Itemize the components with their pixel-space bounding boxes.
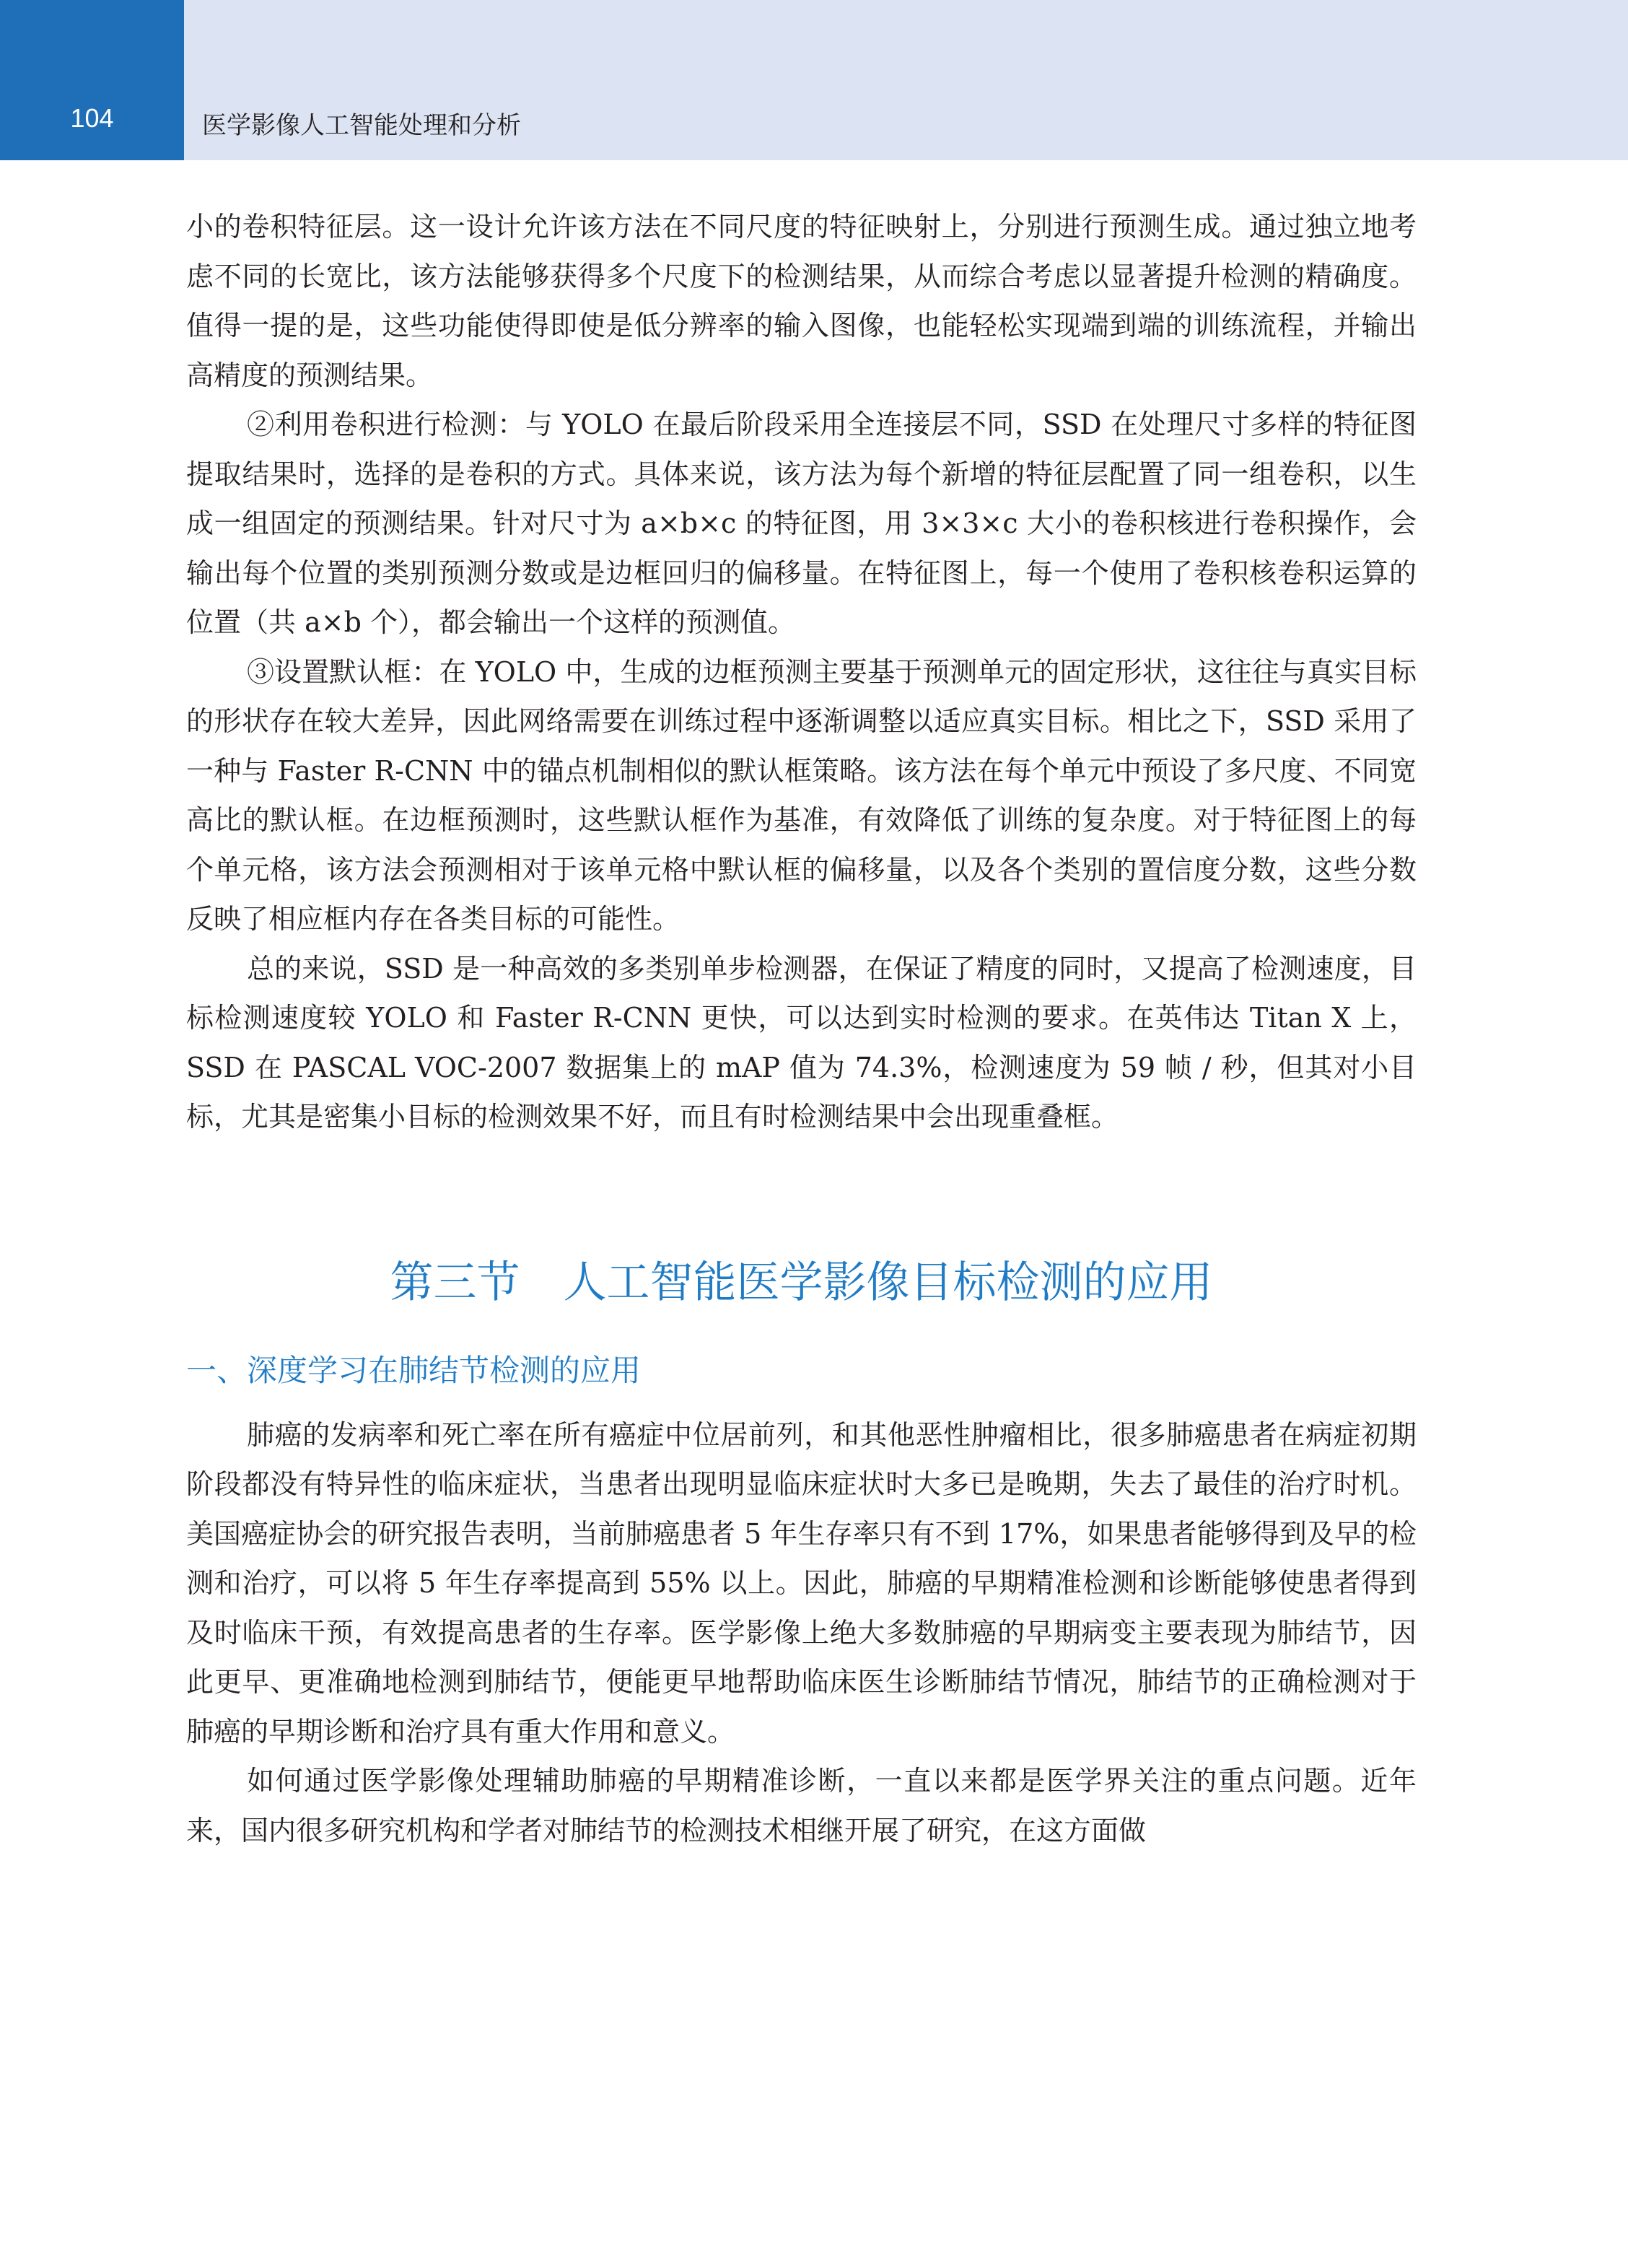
section-title: 第三节 人工智能医学影像目标检测的应用 [390, 1257, 1213, 1308]
paragraph-5: 肺癌的发病率和死亡率在所有癌症中位居前列，和其他恶性肿瘤相比，很多肺癌患者在病症初期阶段都没有特异性的临床症状，当患者出现明显临床症状时大多已是晚期，失去了最佳的治疗时机。美国癌症协会的研究报告表明，当前肺癌患者 5 年生存率只有不到 17%，如果患者能够得到及早的检测和治疗，可以将 5 年生存率提高到 55% 以上。因此，肺癌的早期精准检测和诊断能够使患者得到及时临床干预，有效提高患者的生存率。医学影像上绝大多数肺癌的早期病变主要表现为肺结节，因此更早、更准确地检测到肺结节，便能更早地帮助临床医生诊断肺结节情况，肺结节的正确检测对于肺癌的早期诊断和治疗具有重大作用和意义。 [186, 1418, 1417, 1748]
paragraph-6: 如何通过医学影像处理辅助肺癌的早期精准诊断，一直以来都是医学界关注的重点问题。近年来，国内很多研究机构和学者对肺结节的检测技术相继开展了研究，在这方面做 [186, 1765, 1417, 1846]
paragraph-3: ③设置默认框：在 YOLO 中，生成的边框预测主要基于预测单元的固定形状，这往往与真实目标的形状存在较大差异，因此网络需要在训练过程中逐渐调整以适应真实目标。相比之下，SSD 采用了一种与 Faster R-CNN 中的锚点机制相似的默认框策略。该方法在每个单元中预设了多尺度、不同宽高比的默认框。在边框预测时，这些默认框作为基准，有效降低了训练的复杂度。对于特征图上的每个单元格，该方法会预测相对于该单元格中默认框的偏移量，以及各个类别的置信度分数，这些分数反映了相应框内存在各类目标的可能性。 [186, 655, 1417, 935]
page-body [186, 202, 1417, 1855]
paragraph-2: ②利用卷积进行检测：与 YOLO 在最后阶段采用全连接层不同，SSD 在处理尺寸多样的特征图提取结果时，选择的是卷积的方式。具体来说，该方法为每个新增的特征层配置了同一组卷积，以生成一组固定的预测结果。针对尺寸为 a×b×c 的特征图，用 3×3×c 大小的卷积核进行卷积操作，会输出每个位置的类别预测分数或是边框回归的偏移量。在特征图上，每一个使用了卷积核卷积运算的位置（共 a×b 个），都会输出一个这样的预测值。 [186, 409, 1417, 638]
paragraph-1: 小的卷积特征层。这一设计允许该方法在不同尺度的特征映射上，分别进行预测生成。通过独立地考虑不同的长宽比，该方法能够获得多个尺度下的检测结果，从而综合考虑以显著提升检测的精确度。值得一提的是，这些功能使得即使是低分辨率的输入图像，也能轻松实现端到端的训练流程，并输出高精度的预测结果。 [186, 211, 1417, 391]
page-number: 104 [70, 103, 114, 133]
subsection-title: 一、深度学习在肺结节检测的应用 [186, 1352, 642, 1388]
page-number-box [0, 0, 184, 160]
paragraph-4: 总的来说，SSD 是一种高效的多类别单步检测器，在保证了精度的同时，又提高了检测速度，目标检测速度较 YOLO 和 Faster R-CNN 更快，可以达到实时检测的要求。在英伟达 Titan X 上，SSD 在 PASCAL VOC-2007 数据集上的 mAP 值为 74.3%，检测速度为 59 帧 / 秒，但其对小目标，尤其是密集小目标的检测效果不好，而且有时检测结果中会出现重叠框。 [186, 952, 1417, 1133]
running-title: 医学影像人工智能处理和分析 [202, 111, 521, 140]
